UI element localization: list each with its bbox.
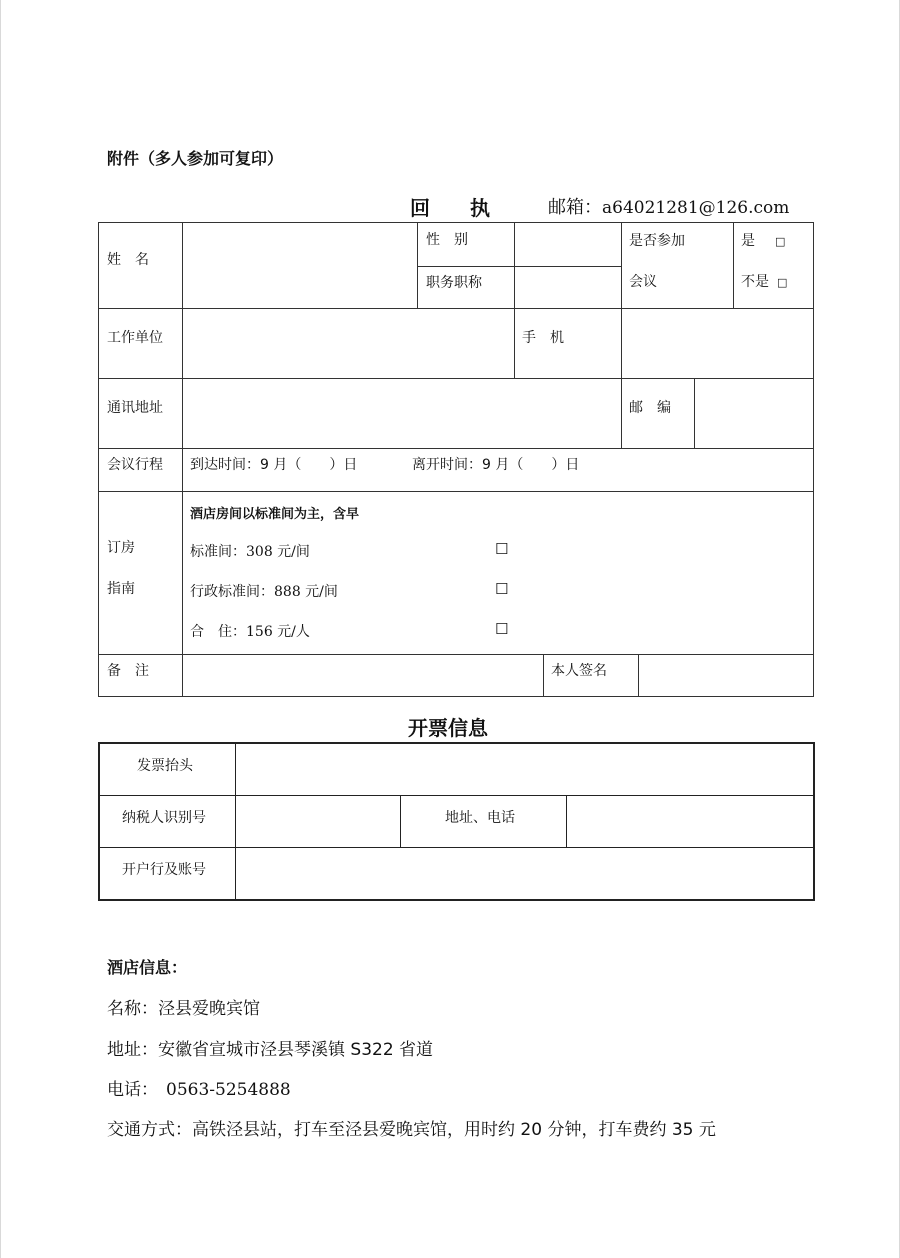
position-field[interactable] — [515, 267, 621, 308]
name-label: 姓 名 — [107, 252, 149, 268]
tax-id-field[interactable] — [236, 796, 400, 847]
attend-no-label: 不是 — [741, 274, 769, 290]
bank-account-field[interactable] — [236, 848, 813, 899]
room-option-shared-checkbox[interactable]: ☐ — [495, 620, 509, 638]
attend-no-option[interactable] — [741, 271, 787, 291]
departure-time-field[interactable]: 离开时间：9 月（ ）日 — [412, 457, 580, 473]
address-field[interactable] — [183, 379, 621, 448]
attend-label-line1: 是否参加 — [629, 233, 685, 249]
email-label: 邮箱： — [548, 197, 602, 218]
invoice-header-label: 发票抬头 — [137, 758, 193, 774]
invoice-header-field[interactable] — [236, 744, 813, 795]
signature-label: 本人签名 — [551, 663, 607, 679]
room-option-shared-label: 合 住：156 元/人 — [190, 624, 310, 640]
bank-account-label: 开户行及账号 — [122, 862, 206, 878]
remarks-field[interactable] — [183, 655, 543, 696]
hotel-transport-value: 高铁泾县站，打车至泾县爱晚宾馆，用时约 20 分钟，打车费约 35 元 — [192, 1120, 716, 1140]
attend-label-line2: 会议 — [629, 274, 657, 290]
attend-no-checkbox[interactable]: □ — [777, 276, 788, 289]
remarks-label: 备 注 — [107, 663, 149, 679]
room-option-executive-checkbox[interactable]: ☐ — [495, 580, 509, 598]
postcode-label: 邮 编 — [629, 400, 671, 416]
work-unit-field[interactable] — [183, 309, 514, 378]
attend-yes-checkbox[interactable]: □ — [775, 235, 786, 248]
position-label: 职务职称 — [426, 275, 482, 291]
tax-id-label: 纳税人识别号 — [122, 810, 206, 826]
booking-label-line2: 指南 — [107, 581, 135, 597]
hotel-address-line — [107, 1035, 433, 1060]
mobile-label: 手 机 — [522, 330, 564, 346]
room-option-standard-checkbox[interactable]: ☐ — [495, 540, 509, 558]
email-address[interactable]: a64021281@126.com — [602, 198, 790, 218]
attend-yes-option[interactable] — [741, 230, 785, 250]
attachment-title: 附件（多人参加可复印） — [107, 149, 284, 168]
hotel-name-line — [107, 994, 260, 1019]
work-unit-label: 工作单位 — [107, 330, 163, 346]
invoice-title: 开票信息 — [408, 716, 488, 740]
mobile-field[interactable] — [622, 309, 813, 378]
hotel-transport-label: 交通方式： — [107, 1120, 192, 1140]
signature-field[interactable] — [639, 655, 813, 696]
room-option-standard-label: 标准间：308 元/间 — [190, 544, 310, 560]
hotel-phone-value[interactable]: 0563-5254888 — [166, 1080, 291, 1100]
hotel-transport-line — [107, 1115, 716, 1140]
address-label: 通讯地址 — [107, 400, 163, 416]
receipt-title: 回 执 — [410, 196, 490, 220]
hotel-address-value: 安徽省宣城市泾县琴溪镇 S322 省道 — [158, 1040, 434, 1060]
address-phone-field[interactable] — [567, 796, 813, 847]
schedule-label: 会议行程 — [107, 457, 163, 473]
hotel-name-value: 泾县爱晚宾馆 — [158, 999, 260, 1019]
gender-field[interactable] — [515, 223, 621, 266]
address-phone-label: 地址、电话 — [445, 810, 515, 826]
hotel-phone-label: 电话： — [107, 1080, 158, 1100]
hotel-address-label: 地址： — [107, 1040, 158, 1060]
name-field[interactable] — [183, 223, 417, 308]
attend-yes-label: 是 — [741, 233, 755, 249]
arrival-time-field[interactable]: 到达时间：9 月（ ）日 — [190, 457, 358, 473]
hotel-info-heading: 酒店信息： — [107, 958, 188, 977]
hotel-phone-line — [107, 1075, 291, 1100]
room-option-executive-label: 行政标准间：888 元/间 — [190, 584, 338, 600]
room-note: 酒店房间以标准间为主，含早 — [190, 507, 360, 522]
gender-label: 性 别 — [426, 232, 468, 248]
hotel-name-label: 名称： — [107, 999, 158, 1019]
postcode-field[interactable] — [695, 379, 813, 448]
booking-label-line1: 订房 — [107, 540, 135, 556]
